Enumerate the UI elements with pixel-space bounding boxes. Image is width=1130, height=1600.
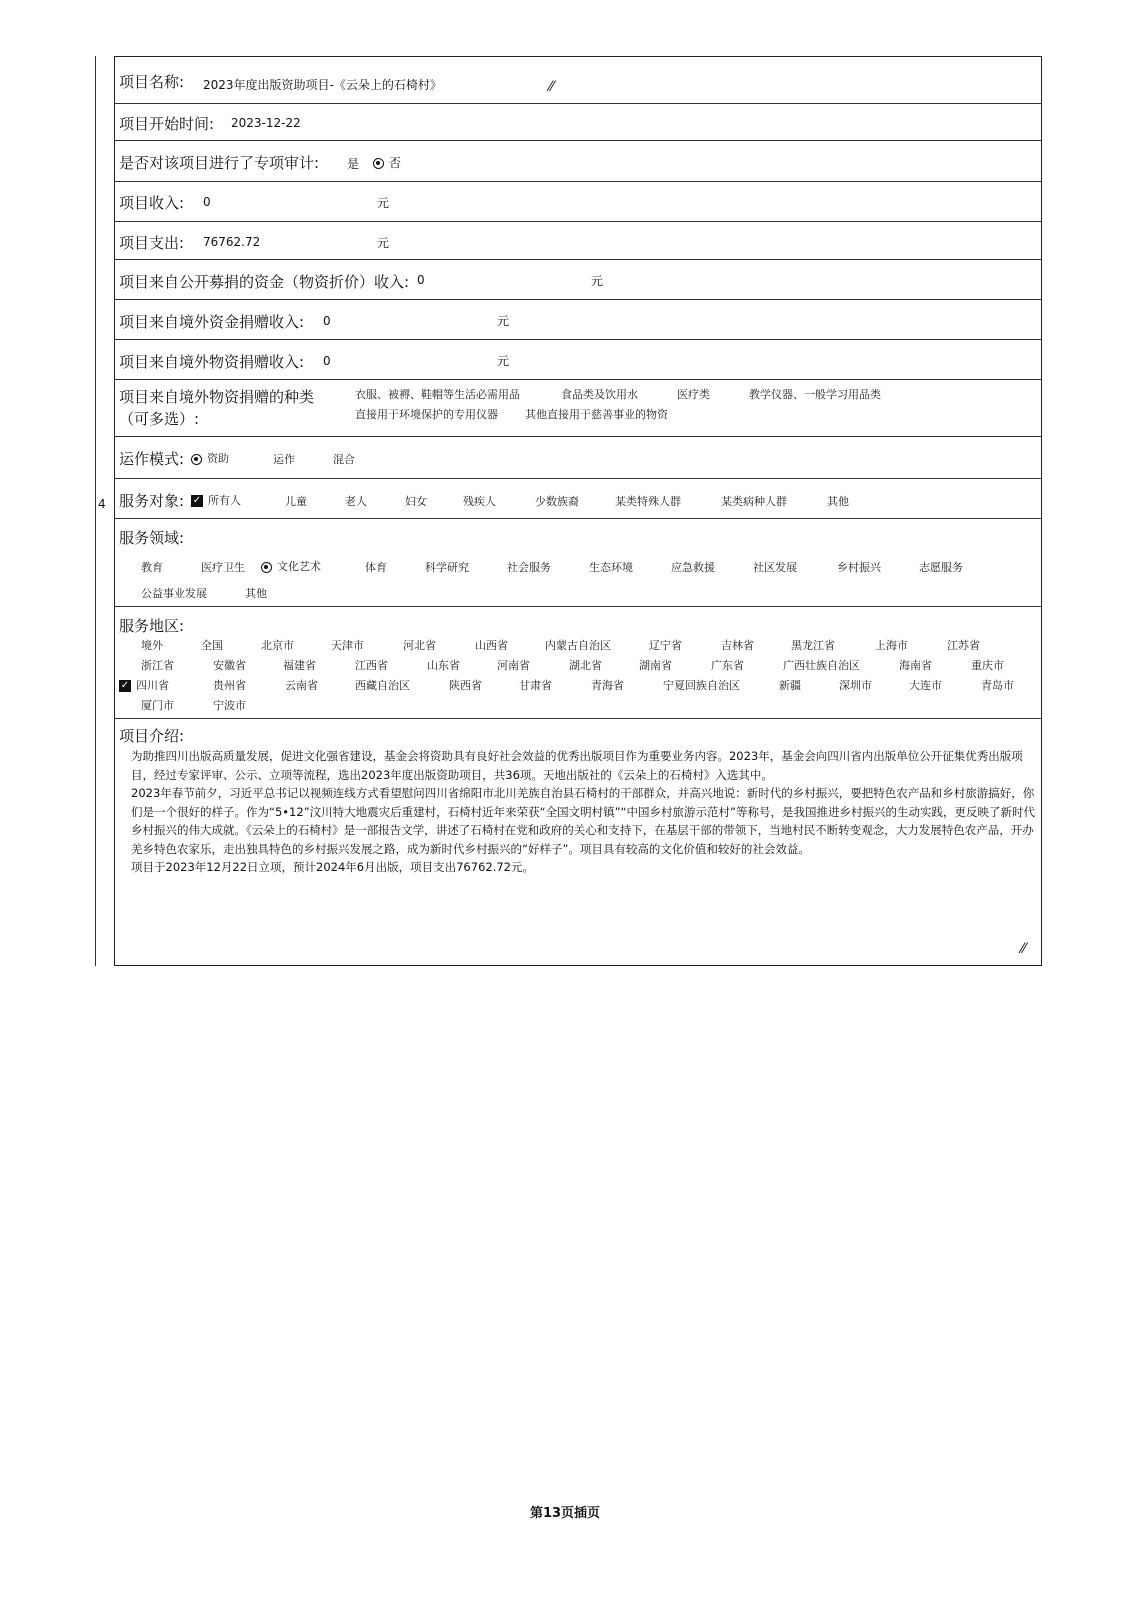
region-option[interactable]: 宁夏回族自治区 bbox=[663, 679, 740, 692]
regions-row-3 bbox=[119, 677, 1031, 695]
project-name-label: 项目名称: bbox=[119, 73, 185, 91]
region-option[interactable]: 重庆市 bbox=[971, 659, 1004, 672]
radio-selected-icon bbox=[261, 562, 272, 573]
region-option[interactable]: 陕西省 bbox=[449, 679, 482, 692]
row-project-name bbox=[115, 57, 1041, 104]
resize-handle-icon[interactable]: ⁄⁄ bbox=[1021, 941, 1026, 957]
region-option[interactable]: 北京市 bbox=[261, 639, 294, 652]
regions-row-4 bbox=[141, 697, 441, 715]
field-option-education[interactable]: 教育 bbox=[141, 561, 163, 574]
field-option-ecology[interactable]: 生态环境 bbox=[589, 561, 633, 574]
field-option-culture[interactable]: 文化艺术 bbox=[261, 558, 321, 574]
page-footer: 第13页插页 bbox=[529, 1506, 601, 1521]
region-option[interactable]: 上海市 bbox=[875, 639, 908, 652]
public-fund-label: 项目来自公开募捐的资金（物资折价）收入: bbox=[119, 273, 410, 291]
start-date-value[interactable]: 2023-12-22 bbox=[231, 116, 301, 130]
region-option-sichuan[interactable]: ✓ 四川省 bbox=[120, 679, 169, 692]
expense-unit: 元 bbox=[377, 236, 390, 250]
target-option-special[interactable]: 某类特殊人群 bbox=[615, 495, 681, 508]
row-foreign-goods bbox=[115, 340, 1041, 380]
region-option[interactable]: 安徽省 bbox=[213, 659, 246, 672]
field-option-public-welfare[interactable]: 公益事业发展 bbox=[141, 587, 207, 600]
region-option[interactable]: 湖南省 bbox=[639, 659, 672, 672]
row-mode bbox=[115, 437, 1041, 479]
radio-selected-icon bbox=[373, 158, 384, 169]
public-fund-unit: 元 bbox=[591, 274, 604, 288]
project-name-value[interactable]: 2023年度出版资助项目-《云朵上的石椅村》 bbox=[203, 78, 442, 92]
mode-option-fund[interactable]: 资助 bbox=[191, 450, 229, 466]
row-number: 4 bbox=[98, 497, 106, 511]
target-option-all[interactable]: ✓ 所有人 bbox=[192, 494, 241, 507]
intro-paragraph-2: 2023年春节前夕，习近平总书记以视频连线方式看望慰问四川省绵阳市北川羌族自治县石椅村的干部群众，并高兴地说：新时代的乡村振兴，要把特色农产品和乡村旅游搞好，你们是一个很好的样子。作为“5•12”汶川特大地震灾后重建村，石椅村近年来荣获“全国文明村镇”“中国乡村旅游示范村”等称号，是我国推进乡村振兴的生动实践，更反映了新时代乡村振兴的伟大成就。《云朵上的石椅村》是一部报告文学，讲述了石椅村在党和政府的关心和支持下，在基层干部的带领下，当地村民不断转变观念，大力发展特色农产品，开办羌乡特色农家乐，走出独具特色的乡村振兴发展之路，成为新时代乡村振兴的“好样子”。项目具有较高的文化价值和较好的社会效益。 bbox=[131, 786, 1035, 856]
region-option[interactable]: 贵州省 bbox=[213, 679, 246, 692]
mode-option-mixed[interactable]: 混合 bbox=[333, 453, 355, 466]
foreign-money-value[interactable]: 0 bbox=[323, 314, 331, 328]
region-option[interactable]: 全国 bbox=[201, 639, 223, 652]
region-option[interactable]: 厦门市 bbox=[141, 699, 174, 712]
project-form bbox=[95, 56, 1042, 966]
foreign-money-label: 项目来自境外资金捐赠收入: bbox=[119, 313, 305, 331]
region-option[interactable]: 青岛市 bbox=[981, 679, 1014, 692]
region-option[interactable]: 青海省 bbox=[591, 679, 624, 692]
start-date-label: 项目开始时间: bbox=[119, 115, 215, 133]
field-option-science[interactable]: 科学研究 bbox=[425, 561, 469, 574]
income-label: 项目收入: bbox=[119, 194, 185, 212]
row-targets bbox=[115, 479, 1041, 519]
region-option[interactable]: 辽宁省 bbox=[649, 639, 682, 652]
region-option[interactable]: 宁波市 bbox=[213, 699, 246, 712]
goods-option-2[interactable]: 食品类及饮用水 bbox=[561, 388, 638, 401]
goods-option-4[interactable]: 教学仪器、一般学习用品类 bbox=[749, 388, 881, 401]
target-option-children[interactable]: 儿童 bbox=[285, 495, 307, 508]
goods-types-label: 项目来自境外物资捐赠的种类 bbox=[119, 388, 315, 406]
field-option-volunteer[interactable]: 志愿服务 bbox=[919, 561, 963, 574]
foreign-goods-label: 项目来自境外物资捐赠收入: bbox=[119, 353, 305, 371]
target-option-disabled[interactable]: 残疾人 bbox=[463, 495, 496, 508]
public-fund-value[interactable]: 0 bbox=[417, 273, 425, 287]
target-option-other[interactable]: 其他 bbox=[827, 495, 849, 508]
region-option[interactable]: 河北省 bbox=[403, 639, 436, 652]
field-option-emergency[interactable]: 应急救援 bbox=[671, 561, 715, 574]
target-option-disease[interactable]: 某类病种人群 bbox=[721, 495, 787, 508]
field-option-community[interactable]: 社区发展 bbox=[753, 561, 797, 574]
region-option[interactable]: 吉林省 bbox=[721, 639, 754, 652]
region-option[interactable]: 西藏自治区 bbox=[355, 679, 410, 692]
region-option[interactable]: 江西省 bbox=[355, 659, 388, 672]
row-audit bbox=[115, 141, 1041, 182]
region-option[interactable]: 湖北省 bbox=[569, 659, 602, 672]
intro-text[interactable] bbox=[131, 747, 1036, 877]
radio-selected-icon bbox=[191, 454, 202, 465]
row-regions bbox=[115, 607, 1041, 719]
region-option[interactable]: 内蒙古自治区 bbox=[545, 639, 611, 652]
region-option[interactable]: 黑龙江省 bbox=[791, 639, 835, 652]
goods-option-3[interactable]: 医疗类 bbox=[677, 388, 710, 401]
region-option[interactable]: 山西省 bbox=[475, 639, 508, 652]
foreign-money-unit: 元 bbox=[497, 314, 510, 328]
resize-handle-icon[interactable]: ⁄⁄ bbox=[549, 79, 554, 95]
row-start-date bbox=[115, 104, 1041, 141]
audit-label: 是否对该项目进行了专项审计: bbox=[119, 154, 320, 172]
row-goods-types bbox=[115, 380, 1041, 437]
expense-value[interactable]: 76762.72 bbox=[203, 235, 261, 249]
row-expense bbox=[115, 222, 1041, 260]
region-option[interactable]: 大连市 bbox=[909, 679, 942, 692]
region-option[interactable]: 广东省 bbox=[711, 659, 744, 672]
goods-option-1[interactable]: 衣服、被褥、鞋帽等生活必需用品 bbox=[355, 388, 520, 401]
regions-row-1 bbox=[141, 637, 1031, 655]
field-option-health[interactable]: 医疗卫生 bbox=[201, 561, 245, 574]
region-option[interactable]: 天津市 bbox=[331, 639, 364, 652]
audit-no-option[interactable]: 否 bbox=[373, 154, 401, 171]
field-option-rural[interactable]: 乡村振兴 bbox=[837, 561, 881, 574]
goods-option-6[interactable]: 其他直接用于慈善事业的物资 bbox=[525, 408, 668, 421]
region-option[interactable]: 深圳市 bbox=[839, 679, 872, 692]
region-option[interactable]: 海南省 bbox=[899, 659, 932, 672]
income-unit: 元 bbox=[377, 196, 390, 210]
region-option[interactable]: 江苏省 bbox=[947, 639, 980, 652]
mode-label: 运作模式: bbox=[119, 450, 185, 468]
targets-label: 服务对象: bbox=[119, 492, 185, 510]
goods-option-5[interactable]: 直接用于环境保护的专用仪器 bbox=[355, 408, 498, 421]
field-option-other[interactable]: 其他 bbox=[245, 587, 267, 600]
region-option[interactable]: 浙江省 bbox=[141, 659, 174, 672]
region-option[interactable]: 云南省 bbox=[285, 679, 318, 692]
mode-option-operate[interactable]: 运作 bbox=[273, 453, 295, 466]
foreign-goods-unit: 元 bbox=[497, 354, 510, 368]
field-option-social[interactable]: 社会服务 bbox=[507, 561, 551, 574]
goods-types-label-sub: （可多选）: bbox=[119, 410, 200, 428]
audit-yes-option[interactable]: 是 bbox=[347, 157, 360, 171]
fields-label: 服务领域: bbox=[119, 529, 185, 547]
region-option[interactable]: 河南省 bbox=[497, 659, 530, 672]
region-option[interactable]: 福建省 bbox=[283, 659, 316, 672]
form-table bbox=[114, 56, 1042, 966]
foreign-goods-value[interactable]: 0 bbox=[323, 354, 331, 368]
target-option-women[interactable]: 妇女 bbox=[405, 495, 427, 508]
target-option-elderly[interactable]: 老人 bbox=[345, 495, 367, 508]
row-foreign-money bbox=[115, 300, 1041, 340]
field-option-sports[interactable]: 体育 bbox=[365, 561, 387, 574]
region-option[interactable]: 山东省 bbox=[427, 659, 460, 672]
income-value[interactable]: 0 bbox=[203, 195, 211, 209]
row-income bbox=[115, 182, 1041, 222]
intro-paragraph-3: 项目于2023年12月22日立项，预计2024年6月出版，项目支出76762.72元。 bbox=[131, 860, 534, 874]
region-option[interactable]: 新疆 bbox=[779, 679, 801, 692]
intro-label: 项目介绍: bbox=[119, 727, 185, 745]
row-fields bbox=[115, 519, 1041, 607]
row-intro bbox=[115, 719, 1041, 965]
region-option[interactable]: 广西壮族自治区 bbox=[783, 659, 860, 672]
region-option[interactable]: 境外 bbox=[141, 639, 163, 652]
expense-label: 项目支出: bbox=[119, 234, 185, 252]
checkbox-checked-icon: ✓ bbox=[120, 680, 130, 691]
row-public-fund bbox=[115, 260, 1041, 300]
region-option[interactable]: 甘肃省 bbox=[519, 679, 552, 692]
regions-row-2 bbox=[141, 657, 1031, 675]
checkbox-checked-icon: ✓ bbox=[192, 495, 202, 506]
intro-paragraph-1: 为助推四川出版高质量发展，促进文化强省建设，基金会将资助具有良好社会效益的优秀出版项目作为重要业务内容。2023年，基金会向四川省内出版单位公开征集优秀出版项目，经过专家评审、公示、立项等流程，选出2023年度出版资助项目，共36项。天地出版社的《云朵上的石椅村》入选其中。 bbox=[131, 749, 1023, 782]
regions-label: 服务地区: bbox=[119, 617, 185, 635]
target-option-minority[interactable]: 少数族裔 bbox=[535, 495, 579, 508]
